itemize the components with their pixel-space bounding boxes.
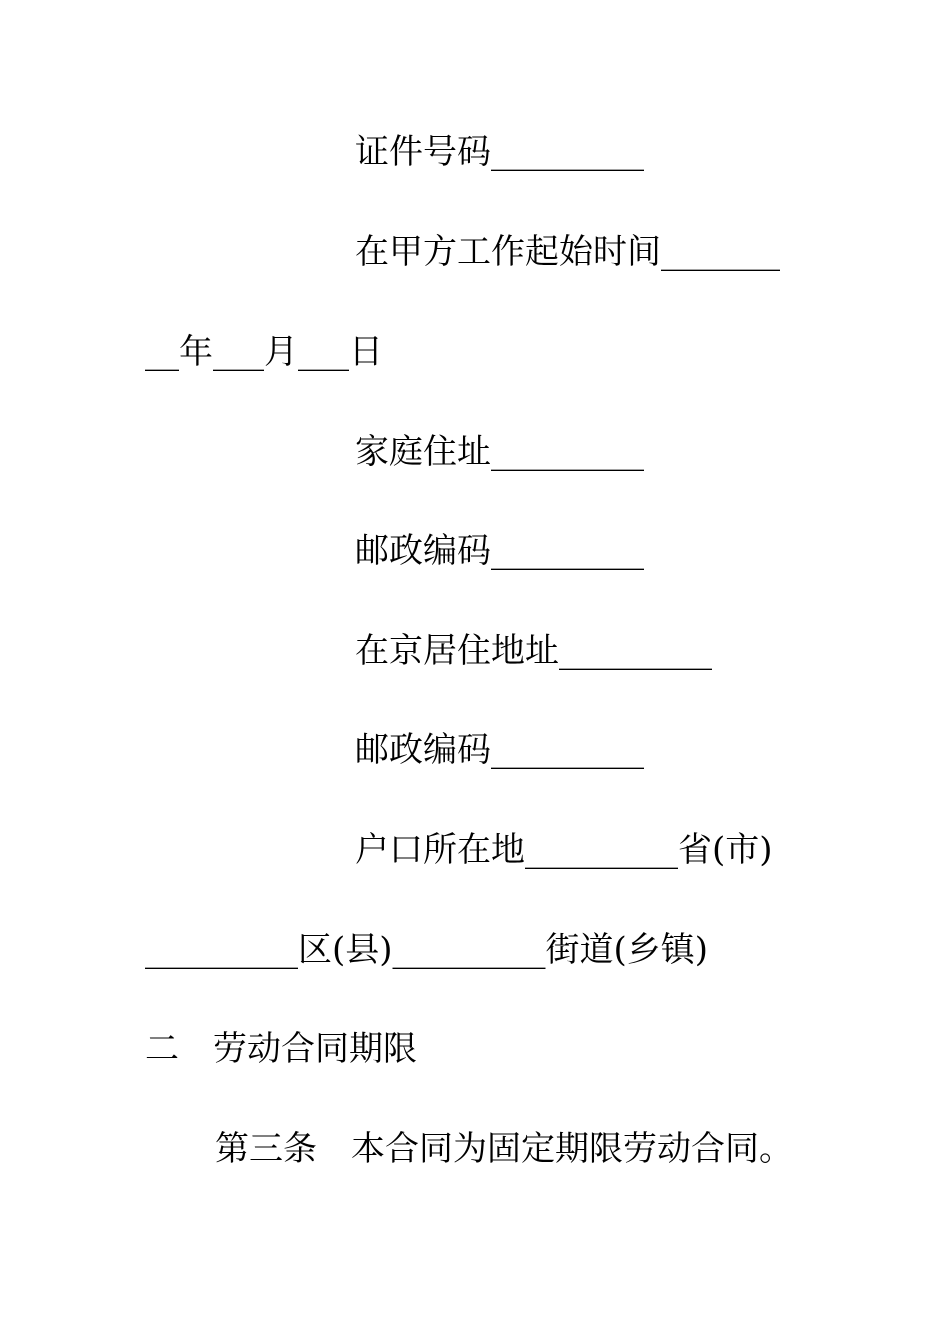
postal-code-line-2: 邮政编码_________ — [355, 730, 644, 770]
id-number-line: 证件号码_________ — [355, 132, 644, 172]
hukou-location-line: 户口所在地_________省(市) — [355, 830, 773, 870]
district-street-line: _________区(县)_________街道(乡镇) — [145, 930, 709, 970]
section-heading — [145, 1029, 417, 1069]
article-paragraph — [215, 1129, 793, 1169]
section-number: 二 — [145, 1029, 179, 1069]
home-address-line: 家庭住址_________ — [355, 432, 644, 472]
section-title: 劳动合同期限 — [213, 1029, 417, 1069]
postal-code-line-1: 邮政编码_________ — [355, 531, 644, 571]
article-text: 本合同为固定期限劳动合同。 — [351, 1129, 793, 1169]
start-time-line: 在甲方工作起始时间_______ — [355, 232, 780, 272]
beijing-address-line: 在京居住地址_________ — [355, 631, 712, 671]
date-line: __年___月___日 — [145, 332, 383, 372]
article-label: 第三条 — [215, 1129, 317, 1169]
